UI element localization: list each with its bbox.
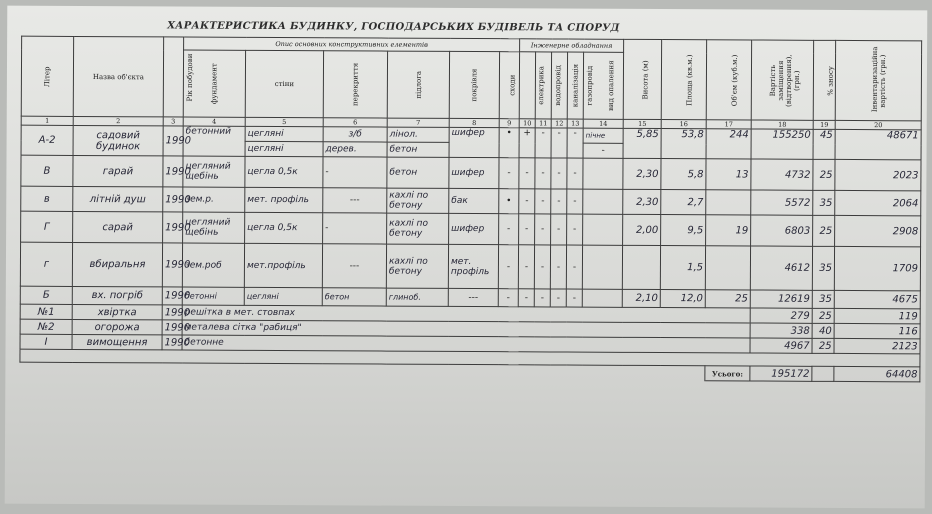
cell-floor: кахлі по бетону (386, 244, 448, 288)
cell-wear: 25 (812, 308, 834, 323)
cell-name: гарай (73, 155, 163, 186)
cell-heating (582, 245, 622, 289)
cell-volume: 19 (706, 215, 751, 246)
cell-cost: 6803 (751, 215, 813, 246)
cell-cost: 155250 (751, 129, 813, 159)
cell-electricity: - (519, 214, 535, 245)
cell-roof: шифер (449, 213, 499, 244)
cell-area: 1,5 (660, 246, 705, 290)
cell-foundation: зем.р. (183, 187, 245, 212)
cell-floor: бетон (387, 142, 449, 157)
cell-ceiling: з/б (323, 127, 387, 142)
cell-height: 2,00 (623, 214, 661, 245)
cell-sewer: - (551, 128, 567, 158)
cell-inventory: 4675 (834, 290, 920, 308)
cell-floor: глиноб. (386, 288, 448, 306)
cell-inventory: 2908 (835, 215, 921, 246)
cell-wear: 25 (813, 215, 835, 246)
cell-walls: цегла 0,5к (245, 156, 323, 187)
cell-heating (583, 189, 623, 214)
cell-description: металева сітка "рабиця" (182, 320, 750, 338)
cell-sewer: - (550, 245, 566, 289)
cell-liter: Б (20, 286, 72, 304)
header-replacement-cost: Вартість заміщення (відтворення), (грн.) (751, 40, 813, 120)
header-stairs: сходи (499, 52, 519, 119)
cell-name: літній душ (73, 186, 163, 211)
cell-electricity: + (519, 128, 535, 158)
cell-heating (583, 158, 623, 189)
cell-wear: 40 (812, 323, 834, 338)
cell-volume: 13 (706, 159, 751, 190)
col-num: 12 (551, 119, 567, 128)
cell-floor: бетон (387, 157, 449, 188)
cell-heating: - (583, 143, 623, 158)
col-num: 19 (813, 120, 835, 129)
cell-liter: в (21, 186, 73, 211)
cell-area: 5,8 (661, 159, 706, 190)
header-walls: стіни (245, 50, 323, 117)
cell-floor: кахлі по бетону (387, 213, 449, 244)
cell-ceiling: - (323, 157, 387, 188)
col-num: 10 (519, 119, 535, 128)
header-floor: підлога (387, 51, 449, 118)
cell-ceiling: - (323, 213, 387, 244)
cell-gas: - (567, 214, 583, 245)
cell-name: вимощення (72, 334, 162, 349)
cell-gas: - (567, 128, 583, 158)
table-row (21, 155, 921, 191)
header-object-name: Назва об'єкта (73, 36, 163, 116)
document-title: ХАРАКТЕРИСТИКА БУДИНКУ, ГОСПОДАРСЬКИХ БУДІВЕЛЬ ТА СПОРУД (167, 20, 620, 34)
cell-area: 53,8 (661, 129, 706, 159)
cell-inventory: 116 (834, 323, 920, 338)
cell-year: 1990 (163, 187, 183, 212)
header-sewer: каналізація (551, 52, 567, 119)
cell-foundation: бетонний (183, 126, 245, 156)
cell-water: - (535, 128, 551, 158)
table-row (20, 242, 920, 291)
col-num: 18 (751, 120, 813, 129)
cell-electricity: - (518, 245, 534, 289)
cell-wear: 45 (813, 129, 835, 159)
cell-ceiling: --- (323, 188, 387, 213)
cell-area: 2,7 (661, 190, 706, 215)
cell-walls: цегляні (244, 287, 322, 305)
cell-liter: Г (21, 211, 73, 242)
header-volume: Об'єм (куб.м.) (706, 40, 751, 120)
cell-year: 1990 (162, 243, 182, 287)
cell-sewer: - (550, 289, 566, 307)
cell-ceiling: --- (322, 244, 386, 288)
cell-year: 1990 (163, 126, 183, 156)
cell-liter: №2 (20, 319, 72, 334)
col-num: 3 (163, 117, 183, 126)
cell-roof: шифер (449, 157, 499, 188)
cell-area: 12,0 (660, 290, 705, 308)
cell-sewer: - (551, 158, 567, 189)
cell-inventory: 1709 (834, 246, 920, 290)
cell-roof: шифер (449, 127, 499, 157)
header-water: водопровід (535, 52, 551, 119)
cell-height: 2,30 (623, 189, 661, 214)
cell-water: - (535, 214, 551, 245)
col-num: 8 (449, 118, 499, 127)
cell-electricity: - (518, 289, 534, 307)
cell-walls: цегляні (245, 141, 323, 156)
cell-name: хвіртка (72, 304, 162, 319)
cell-volume (706, 190, 751, 215)
cell-walls: мет.профіль (244, 243, 322, 287)
cell-heating (583, 214, 623, 245)
col-num: 4 (183, 117, 245, 126)
cell-electricity: - (519, 158, 535, 189)
cell-liter: №1 (20, 304, 72, 319)
cell-gas: - (566, 245, 582, 289)
cell-water: - (534, 289, 550, 307)
cell-volume: 244 (706, 129, 751, 159)
cell-stairs: - (499, 214, 519, 245)
col-num: 20 (835, 120, 921, 129)
cell-water: - (535, 189, 551, 214)
cell-heating: пічне (583, 128, 623, 143)
cell-year: 1990 (162, 287, 182, 305)
header-wear: % зносу (813, 40, 835, 120)
cell-heating (582, 289, 622, 307)
cell-year: 1990 (162, 320, 182, 335)
cell-foundation: зем.роб (182, 243, 244, 287)
cell-area: 9,5 (661, 215, 706, 246)
cell-cost: 12619 (750, 290, 812, 308)
cell-water: - (535, 158, 551, 189)
cell-description: бетонне (182, 335, 750, 353)
cell-height: 5,85 (623, 128, 661, 158)
cell-stairs: - (498, 245, 518, 289)
col-num: 11 (535, 119, 551, 128)
cell-liter: А-2 (21, 125, 73, 155)
header-area: Площа (кв.м.) (661, 40, 706, 120)
cell-sewer: - (551, 189, 567, 214)
cell-electricity: - (519, 189, 535, 214)
cell-stairs: • (499, 189, 519, 214)
cell-foundation: цегляний щебінь (183, 212, 245, 243)
cell-foundation: бетонні (182, 287, 244, 305)
cell-cost: 4967 (750, 338, 812, 353)
cell-name: вбиральня (72, 242, 162, 286)
cell-name: вх. погріб (72, 286, 162, 304)
cell-roof: --- (448, 288, 498, 306)
header-ceiling: перекриття (323, 51, 387, 118)
cell-liter: І (20, 334, 72, 349)
col-num: 7 (387, 118, 449, 127)
header-inventory-value: Інвентаризаційна вартість (грн.) (835, 40, 921, 120)
header-roof: покрівля (449, 51, 499, 118)
cell-inventory: 119 (834, 308, 920, 323)
totals-inventory: 64408 (834, 366, 920, 381)
header-group-structural: Опис основних конструктивних елементів (184, 37, 520, 52)
cell-wear: 35 (812, 246, 834, 290)
cell-wear: 35 (813, 190, 835, 215)
document-sheet (5, 6, 928, 509)
cell-gas: - (567, 189, 583, 214)
cell-stairs: - (499, 158, 519, 189)
cell-stairs: - (498, 289, 518, 307)
col-num: 6 (323, 118, 387, 127)
cell-description: решітка в мет. стовпах (182, 305, 750, 323)
header-electricity: електрика (519, 52, 535, 119)
header-liter: Літер (21, 36, 73, 116)
cell-ceiling: бетон (322, 288, 386, 306)
col-num: 1 (21, 116, 73, 125)
cell-name: огорожа (72, 319, 162, 334)
col-num: 15 (623, 119, 661, 128)
totals-label: Усього: (705, 366, 750, 381)
cell-walls: цегляні (245, 126, 323, 141)
col-num: 5 (245, 117, 323, 126)
cell-name: сарай (73, 211, 163, 242)
cell-gas: - (566, 289, 582, 307)
cell-year: 1990 (162, 305, 182, 320)
cell-floor: кахлі по бетону (387, 188, 449, 213)
cell-roof: мет. профіль (448, 244, 498, 288)
table-row (21, 211, 921, 247)
cell-volume (705, 246, 750, 290)
col-num: 2 (73, 116, 163, 125)
cell-height: 2,10 (622, 289, 660, 307)
cell-foundation: цегляний щебінь (183, 156, 245, 187)
cell-cost: 5572 (751, 190, 813, 215)
cell-height (622, 245, 660, 289)
characteristics-table (19, 36, 922, 383)
cell-sewer: - (551, 214, 567, 245)
cell-volume: 25 (705, 290, 750, 308)
cell-walls: цегла 0,5к (245, 212, 323, 243)
cell-walls: мет. профіль (245, 187, 323, 212)
cell-liter: В (21, 155, 73, 186)
col-num: 14 (583, 119, 623, 128)
cell-wear: 25 (812, 338, 834, 353)
cell-height: 2,30 (623, 158, 661, 189)
cell-gas: - (567, 158, 583, 189)
cell-stairs: • (499, 128, 519, 158)
cell-cost: 4612 (750, 246, 812, 290)
cell-inventory: 2123 (834, 338, 920, 353)
cell-year: 1990 (163, 212, 183, 243)
cell-floor: лінол. (387, 127, 449, 142)
cell-ceiling: дерев. (323, 142, 387, 157)
header-year: Рік побудови (163, 37, 183, 117)
header-gas: газопровід (567, 52, 583, 119)
cell-name: садовий будинок (73, 125, 163, 155)
cell-inventory: 2064 (835, 190, 921, 215)
cell-year: 1990 (162, 335, 182, 350)
header-height: Висота (м) (623, 39, 661, 119)
header-heating: вид опалення (583, 52, 623, 119)
totals-wear-empty (812, 366, 834, 381)
col-num: 9 (499, 119, 519, 128)
cell-inventory: 2023 (835, 159, 921, 190)
cell-cost: 4732 (751, 159, 813, 190)
col-num: 16 (661, 120, 706, 129)
cell-cost: 338 (750, 323, 812, 338)
cell-liter: г (20, 242, 72, 286)
col-num: 17 (706, 120, 751, 129)
header-foundation: фундамент (183, 50, 245, 117)
totals-spacer (20, 362, 705, 381)
header-group-engineering: Інженерне обладнання (520, 39, 624, 53)
cell-year: 1990 (163, 156, 183, 187)
col-num: 13 (567, 119, 583, 128)
cell-cost: 279 (750, 308, 812, 323)
totals-cost: 195172 (750, 366, 812, 381)
cell-inventory: 48671 (835, 129, 921, 159)
cell-water: - (534, 245, 550, 289)
cell-wear: 35 (812, 290, 834, 308)
cell-wear: 25 (813, 159, 835, 190)
cell-roof: бак (449, 188, 499, 213)
